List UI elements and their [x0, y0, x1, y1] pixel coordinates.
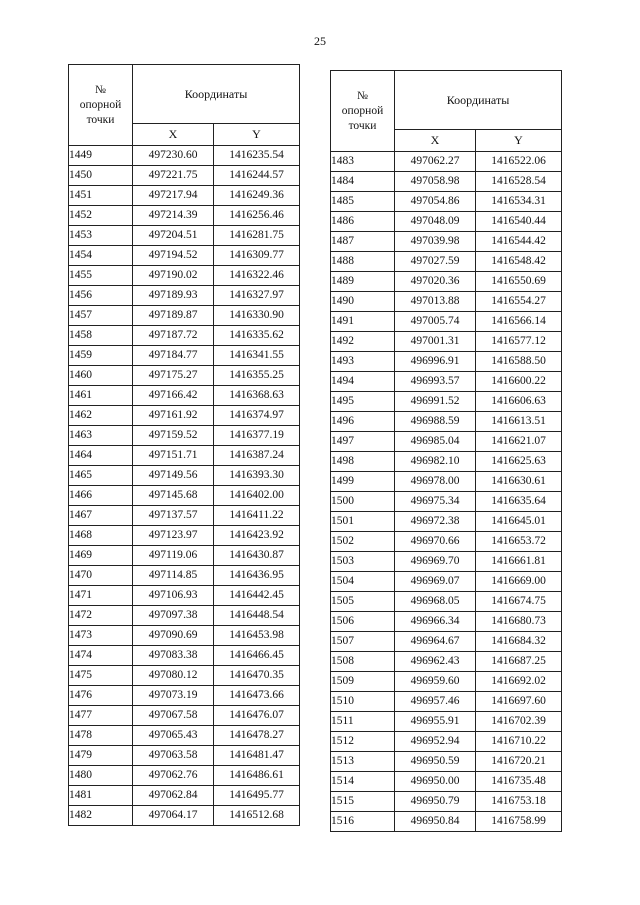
table-row: [69, 446, 300, 466]
x-coordinate-cell: 497230.60: [133, 146, 214, 166]
x-coordinate-cell: 497123.97: [133, 526, 214, 546]
point-number-cell: 1514: [331, 772, 395, 792]
point-number-cell: 1516: [331, 812, 395, 832]
y-coordinate-cell: 1416566.14: [476, 312, 562, 332]
table-row: [331, 532, 562, 552]
y-coordinate-cell: 1416495.77: [214, 786, 300, 806]
point-number-cell: 1459: [69, 346, 133, 366]
point-number-cell: 1496: [331, 412, 395, 432]
table-row: [69, 606, 300, 626]
table-row: [69, 546, 300, 566]
x-coordinate-cell: 497184.77: [133, 346, 214, 366]
point-number-cell: 1469: [69, 546, 133, 566]
x-coordinate-cell: 497054.86: [395, 192, 476, 212]
table-row: [331, 212, 562, 232]
coordinates-table-right: [330, 70, 562, 832]
x-coordinate-cell: 496959.60: [395, 672, 476, 692]
table-row: [331, 772, 562, 792]
x-coordinate-cell: 496968.05: [395, 592, 476, 612]
x-coordinate-cell: 497151.71: [133, 446, 214, 466]
x-coordinate-cell: 497062.84: [133, 786, 214, 806]
x-coordinate-cell: 497065.43: [133, 726, 214, 746]
y-coordinate-cell: 1416697.60: [476, 692, 562, 712]
point-number-cell: 1491: [331, 312, 395, 332]
y-coordinate-cell: 1416335.62: [214, 326, 300, 346]
y-coordinate-cell: 1416235.54: [214, 146, 300, 166]
y-coordinate-cell: 1416256.46: [214, 206, 300, 226]
table-row: [331, 472, 562, 492]
table-row: [331, 732, 562, 752]
x-coordinate-cell: 497067.58: [133, 706, 214, 726]
point-number-cell: 1467: [69, 506, 133, 526]
x-coordinate-cell: 497063.58: [133, 746, 214, 766]
x-coordinate-cell: 496985.04: [395, 432, 476, 452]
point-number-cell: 1502: [331, 532, 395, 552]
point-number-cell: 1489: [331, 272, 395, 292]
table-row: [331, 712, 562, 732]
point-number-cell: 1487: [331, 232, 395, 252]
x-coordinate-cell: 497106.93: [133, 586, 214, 606]
point-number-cell: 1471: [69, 586, 133, 606]
table-row: [69, 366, 300, 386]
y-coordinate-cell: 1416411.22: [214, 506, 300, 526]
x-coordinate-cell: 497080.12: [133, 666, 214, 686]
x-coordinate-cell: 497062.76: [133, 766, 214, 786]
point-number-cell: 1482: [69, 806, 133, 826]
point-number-cell: 1505: [331, 592, 395, 612]
y-coordinate-cell: 1416374.97: [214, 406, 300, 426]
x-coordinate-cell: 496952.94: [395, 732, 476, 752]
y-coordinate-cell: 1416512.68: [214, 806, 300, 826]
y-coordinate-cell: 1416478.27: [214, 726, 300, 746]
point-number-cell: 1503: [331, 552, 395, 572]
point-number-cell: 1479: [69, 746, 133, 766]
table-row: [331, 652, 562, 672]
right-table-body: [331, 152, 562, 832]
point-number-cell: 1473: [69, 626, 133, 646]
x-coordinate-cell: 497114.85: [133, 566, 214, 586]
x-coordinate-cell: 497039.98: [395, 232, 476, 252]
x-coordinate-cell: 497058.98: [395, 172, 476, 192]
table-row: [331, 412, 562, 432]
x-coordinate-cell: 497064.17: [133, 806, 214, 826]
table-row: [331, 172, 562, 192]
y-coordinate-cell: 1416481.47: [214, 746, 300, 766]
point-number-cell: 1462: [69, 406, 133, 426]
x-coordinate-cell: 497090.69: [133, 626, 214, 646]
y-coordinate-cell: 1416476.07: [214, 706, 300, 726]
y-coordinate-cell: 1416702.39: [476, 712, 562, 732]
y-coordinate-cell: 1416661.81: [476, 552, 562, 572]
point-number-cell: 1461: [69, 386, 133, 406]
x-coordinate-cell: 497204.51: [133, 226, 214, 246]
point-number-cell: 1495: [331, 392, 395, 412]
table-row: [331, 452, 562, 472]
table-row: [69, 186, 300, 206]
table-row: [331, 632, 562, 652]
y-coordinate-cell: 1416368.63: [214, 386, 300, 406]
table-row: [331, 752, 562, 772]
table-row: [331, 512, 562, 532]
table-row: [69, 206, 300, 226]
x-coordinate-cell: 496978.00: [395, 472, 476, 492]
y-coordinate-cell: 1416486.61: [214, 766, 300, 786]
point-number-cell: 1463: [69, 426, 133, 446]
table-row: [69, 426, 300, 446]
x-coordinate-cell: 497161.92: [133, 406, 214, 426]
x-coordinate-cell: 496969.07: [395, 572, 476, 592]
x-coordinate-cell: 497159.52: [133, 426, 214, 446]
table-row: [69, 286, 300, 306]
point-number-cell: 1483: [331, 152, 395, 172]
table-row: [69, 726, 300, 746]
y-coordinate-cell: 1416625.63: [476, 452, 562, 472]
y-coordinate-cell: 1416653.72: [476, 532, 562, 552]
y-coordinate-cell: 1416442.45: [214, 586, 300, 606]
table-row: [331, 372, 562, 392]
y-coordinate-cell: 1416758.99: [476, 812, 562, 832]
table-row: [331, 252, 562, 272]
y-coordinate-cell: 1416393.30: [214, 466, 300, 486]
table-row: [331, 332, 562, 352]
table-row: [69, 666, 300, 686]
y-coordinate-cell: 1416341.55: [214, 346, 300, 366]
y-coordinate-cell: 1416544.42: [476, 232, 562, 252]
point-number-cell: 1499: [331, 472, 395, 492]
point-number-cell: 1485: [331, 192, 395, 212]
y-coordinate-cell: 1416687.25: [476, 652, 562, 672]
table-row: [331, 312, 562, 332]
table-row: [331, 812, 562, 832]
y-coordinate-cell: 1416436.95: [214, 566, 300, 586]
coordinates-table-left: [68, 64, 300, 826]
x-coordinate-cell: 496955.91: [395, 712, 476, 732]
y-coordinate-cell: 1416669.00: [476, 572, 562, 592]
point-number-cell: 1472: [69, 606, 133, 626]
x-coordinate-cell: 496993.57: [395, 372, 476, 392]
y-coordinate-cell: 1416621.07: [476, 432, 562, 452]
x-coordinate-cell: 497194.52: [133, 246, 214, 266]
table-row: [69, 766, 300, 786]
point-number-cell: 1511: [331, 712, 395, 732]
x-coordinate-cell: 497137.57: [133, 506, 214, 526]
x-coordinate-cell: 497217.94: [133, 186, 214, 206]
point-number-cell: 1454: [69, 246, 133, 266]
point-number-cell: 1449: [69, 146, 133, 166]
y-coordinate-cell: 1416355.25: [214, 366, 300, 386]
table-row: [69, 626, 300, 646]
y-coordinate-cell: 1416522.06: [476, 152, 562, 172]
y-coordinate-cell: 1416710.22: [476, 732, 562, 752]
table-row: [331, 352, 562, 372]
y-coordinate-cell: 1416606.63: [476, 392, 562, 412]
y-coordinate-cell: 1416327.97: [214, 286, 300, 306]
point-number-cell: 1492: [331, 332, 395, 352]
y-coordinate-cell: 1416635.64: [476, 492, 562, 512]
y-coordinate-cell: 1416645.01: [476, 512, 562, 532]
point-number-cell: 1466: [69, 486, 133, 506]
x-coordinate-cell: 496996.91: [395, 352, 476, 372]
x-coordinate-cell: 496970.66: [395, 532, 476, 552]
x-coordinate-cell: 496972.38: [395, 512, 476, 532]
point-number-cell: 1510: [331, 692, 395, 712]
x-coordinate-cell: 497013.88: [395, 292, 476, 312]
table-row: [69, 306, 300, 326]
table-row: [331, 792, 562, 812]
point-number-cell: 1474: [69, 646, 133, 666]
table-row: [331, 272, 562, 292]
y-coordinate-cell: 1416330.90: [214, 306, 300, 326]
x-coordinate-cell: 497166.42: [133, 386, 214, 406]
y-header: Y: [214, 124, 300, 146]
table-row: [69, 506, 300, 526]
y-coordinate-cell: 1416692.02: [476, 672, 562, 692]
x-coordinate-cell: 497119.06: [133, 546, 214, 566]
x-coordinate-cell: 497048.09: [395, 212, 476, 232]
x-coordinate-cell: 496991.52: [395, 392, 476, 412]
table-row: [331, 292, 562, 312]
x-coordinate-cell: 496950.79: [395, 792, 476, 812]
point-number-cell: 1476: [69, 686, 133, 706]
point-number-cell: 1456: [69, 286, 133, 306]
y-coordinate-cell: 1416588.50: [476, 352, 562, 372]
x-coordinate-cell: 496957.46: [395, 692, 476, 712]
x-coordinate-cell: 497149.56: [133, 466, 214, 486]
point-number-cell: 1507: [331, 632, 395, 652]
point-number-cell: 1490: [331, 292, 395, 312]
table-row: [69, 746, 300, 766]
point-number-cell: 1500: [331, 492, 395, 512]
y-coordinate-cell: 1416473.66: [214, 686, 300, 706]
y-coordinate-cell: 1416753.18: [476, 792, 562, 812]
point-number-cell: 1460: [69, 366, 133, 386]
table-row: [69, 326, 300, 346]
table-row: [69, 246, 300, 266]
y-coordinate-cell: 1416430.87: [214, 546, 300, 566]
point-number-cell: 1452: [69, 206, 133, 226]
y-coordinate-cell: 1416534.31: [476, 192, 562, 212]
x-coordinate-cell: 497001.31: [395, 332, 476, 352]
x-coordinate-cell: 496964.67: [395, 632, 476, 652]
table-row: [69, 586, 300, 606]
point-number-cell: 1486: [331, 212, 395, 232]
y-coordinate-cell: 1416720.21: [476, 752, 562, 772]
table-row: [69, 806, 300, 826]
y-coordinate-cell: 1416735.48: [476, 772, 562, 792]
point-number-cell: 1453: [69, 226, 133, 246]
x-coordinate-cell: 497097.38: [133, 606, 214, 626]
table-row: [331, 432, 562, 452]
y-coordinate-cell: 1416680.73: [476, 612, 562, 632]
x-coordinate-cell: 497145.68: [133, 486, 214, 506]
x-coordinate-cell: 496969.70: [395, 552, 476, 572]
table-row: [331, 232, 562, 252]
y-coordinate-cell: 1416554.27: [476, 292, 562, 312]
point-number-cell: 1512: [331, 732, 395, 752]
table-row: [69, 266, 300, 286]
y-coordinate-cell: 1416470.35: [214, 666, 300, 686]
y-coordinate-cell: 1416577.12: [476, 332, 562, 352]
x-coordinate-cell: 496950.59: [395, 752, 476, 772]
table-row: [331, 672, 562, 692]
point-number-cell: 1498: [331, 452, 395, 472]
y-coordinate-cell: 1416309.77: [214, 246, 300, 266]
x-coordinate-cell: 497221.75: [133, 166, 214, 186]
table-row: [69, 386, 300, 406]
table-row: [331, 592, 562, 612]
x-header: X: [133, 124, 214, 146]
point-number-cell: 1484: [331, 172, 395, 192]
table-row: [331, 492, 562, 512]
y-header: Y: [476, 130, 562, 152]
point-number-cell: 1497: [331, 432, 395, 452]
y-coordinate-cell: 1416244.57: [214, 166, 300, 186]
point-number-cell: 1465: [69, 466, 133, 486]
x-coordinate-cell: 497073.19: [133, 686, 214, 706]
x-coordinate-cell: 497187.72: [133, 326, 214, 346]
table-row: [331, 192, 562, 212]
point-number-cell: 1475: [69, 666, 133, 686]
y-coordinate-cell: 1416377.19: [214, 426, 300, 446]
y-coordinate-cell: 1416613.51: [476, 412, 562, 432]
point-number-cell: 1470: [69, 566, 133, 586]
y-coordinate-cell: 1416600.22: [476, 372, 562, 392]
table-row: [331, 152, 562, 172]
point-number-cell: 1450: [69, 166, 133, 186]
x-coordinate-cell: 497190.02: [133, 266, 214, 286]
y-coordinate-cell: 1416453.98: [214, 626, 300, 646]
y-coordinate-cell: 1416322.46: [214, 266, 300, 286]
y-coordinate-cell: 1416423.92: [214, 526, 300, 546]
point-number-cell: 1504: [331, 572, 395, 592]
x-coordinate-cell: 497020.36: [395, 272, 476, 292]
point-number-header: № опорной точки: [331, 71, 395, 152]
table-row: [69, 166, 300, 186]
table-row: [69, 486, 300, 506]
table-row: [331, 552, 562, 572]
left-table-body: [69, 146, 300, 826]
y-coordinate-cell: 1416528.54: [476, 172, 562, 192]
x-header: X: [395, 130, 476, 152]
table-row: [69, 566, 300, 586]
table-row: [331, 692, 562, 712]
table-row: [69, 406, 300, 426]
y-coordinate-cell: 1416448.54: [214, 606, 300, 626]
coordinates-header: Координаты: [395, 71, 562, 130]
x-coordinate-cell: 496950.00: [395, 772, 476, 792]
table-row: [69, 526, 300, 546]
page-number: 25: [314, 34, 326, 48]
table-row: [69, 786, 300, 806]
table-row: [69, 226, 300, 246]
x-coordinate-cell: 497005.74: [395, 312, 476, 332]
point-number-cell: 1506: [331, 612, 395, 632]
y-coordinate-cell: 1416550.69: [476, 272, 562, 292]
y-coordinate-cell: 1416281.75: [214, 226, 300, 246]
point-number-cell: 1494: [331, 372, 395, 392]
x-coordinate-cell: 496982.10: [395, 452, 476, 472]
point-number-cell: 1508: [331, 652, 395, 672]
point-number-cell: 1457: [69, 306, 133, 326]
table-row: [69, 686, 300, 706]
table-row: [69, 706, 300, 726]
table-row: [331, 572, 562, 592]
x-coordinate-cell: 497175.27: [133, 366, 214, 386]
table-row: [69, 146, 300, 166]
point-number-cell: 1468: [69, 526, 133, 546]
x-coordinate-cell: 497189.93: [133, 286, 214, 306]
point-number-cell: 1481: [69, 786, 133, 806]
point-number-cell: 1501: [331, 512, 395, 532]
x-coordinate-cell: 496975.34: [395, 492, 476, 512]
point-number-cell: 1513: [331, 752, 395, 772]
x-coordinate-cell: 496988.59: [395, 412, 476, 432]
point-number-cell: 1451: [69, 186, 133, 206]
point-number-cell: 1488: [331, 252, 395, 272]
point-number-cell: 1458: [69, 326, 133, 346]
y-coordinate-cell: 1416674.75: [476, 592, 562, 612]
point-number-cell: 1480: [69, 766, 133, 786]
x-coordinate-cell: 497214.39: [133, 206, 214, 226]
point-number-cell: 1515: [331, 792, 395, 812]
x-coordinate-cell: 496950.84: [395, 812, 476, 832]
y-coordinate-cell: 1416630.61: [476, 472, 562, 492]
x-coordinate-cell: 497189.87: [133, 306, 214, 326]
y-coordinate-cell: 1416402.00: [214, 486, 300, 506]
point-number-cell: 1509: [331, 672, 395, 692]
y-coordinate-cell: 1416466.45: [214, 646, 300, 666]
table-row: [69, 346, 300, 366]
point-number-cell: 1455: [69, 266, 133, 286]
y-coordinate-cell: 1416387.24: [214, 446, 300, 466]
table-row: [331, 392, 562, 412]
x-coordinate-cell: 496962.43: [395, 652, 476, 672]
point-number-cell: 1493: [331, 352, 395, 372]
y-coordinate-cell: 1416249.36: [214, 186, 300, 206]
point-number-header: № опорной точки: [69, 65, 133, 146]
y-coordinate-cell: 1416548.42: [476, 252, 562, 272]
y-coordinate-cell: 1416540.44: [476, 212, 562, 232]
table-row: [69, 466, 300, 486]
table-row: [69, 646, 300, 666]
point-number-cell: 1477: [69, 706, 133, 726]
x-coordinate-cell: 497027.59: [395, 252, 476, 272]
y-coordinate-cell: 1416684.32: [476, 632, 562, 652]
table-row: [331, 612, 562, 632]
x-coordinate-cell: 497083.38: [133, 646, 214, 666]
coordinates-header: Координаты: [133, 65, 300, 124]
point-number-cell: 1478: [69, 726, 133, 746]
x-coordinate-cell: 497062.27: [395, 152, 476, 172]
x-coordinate-cell: 496966.34: [395, 612, 476, 632]
point-number-cell: 1464: [69, 446, 133, 466]
